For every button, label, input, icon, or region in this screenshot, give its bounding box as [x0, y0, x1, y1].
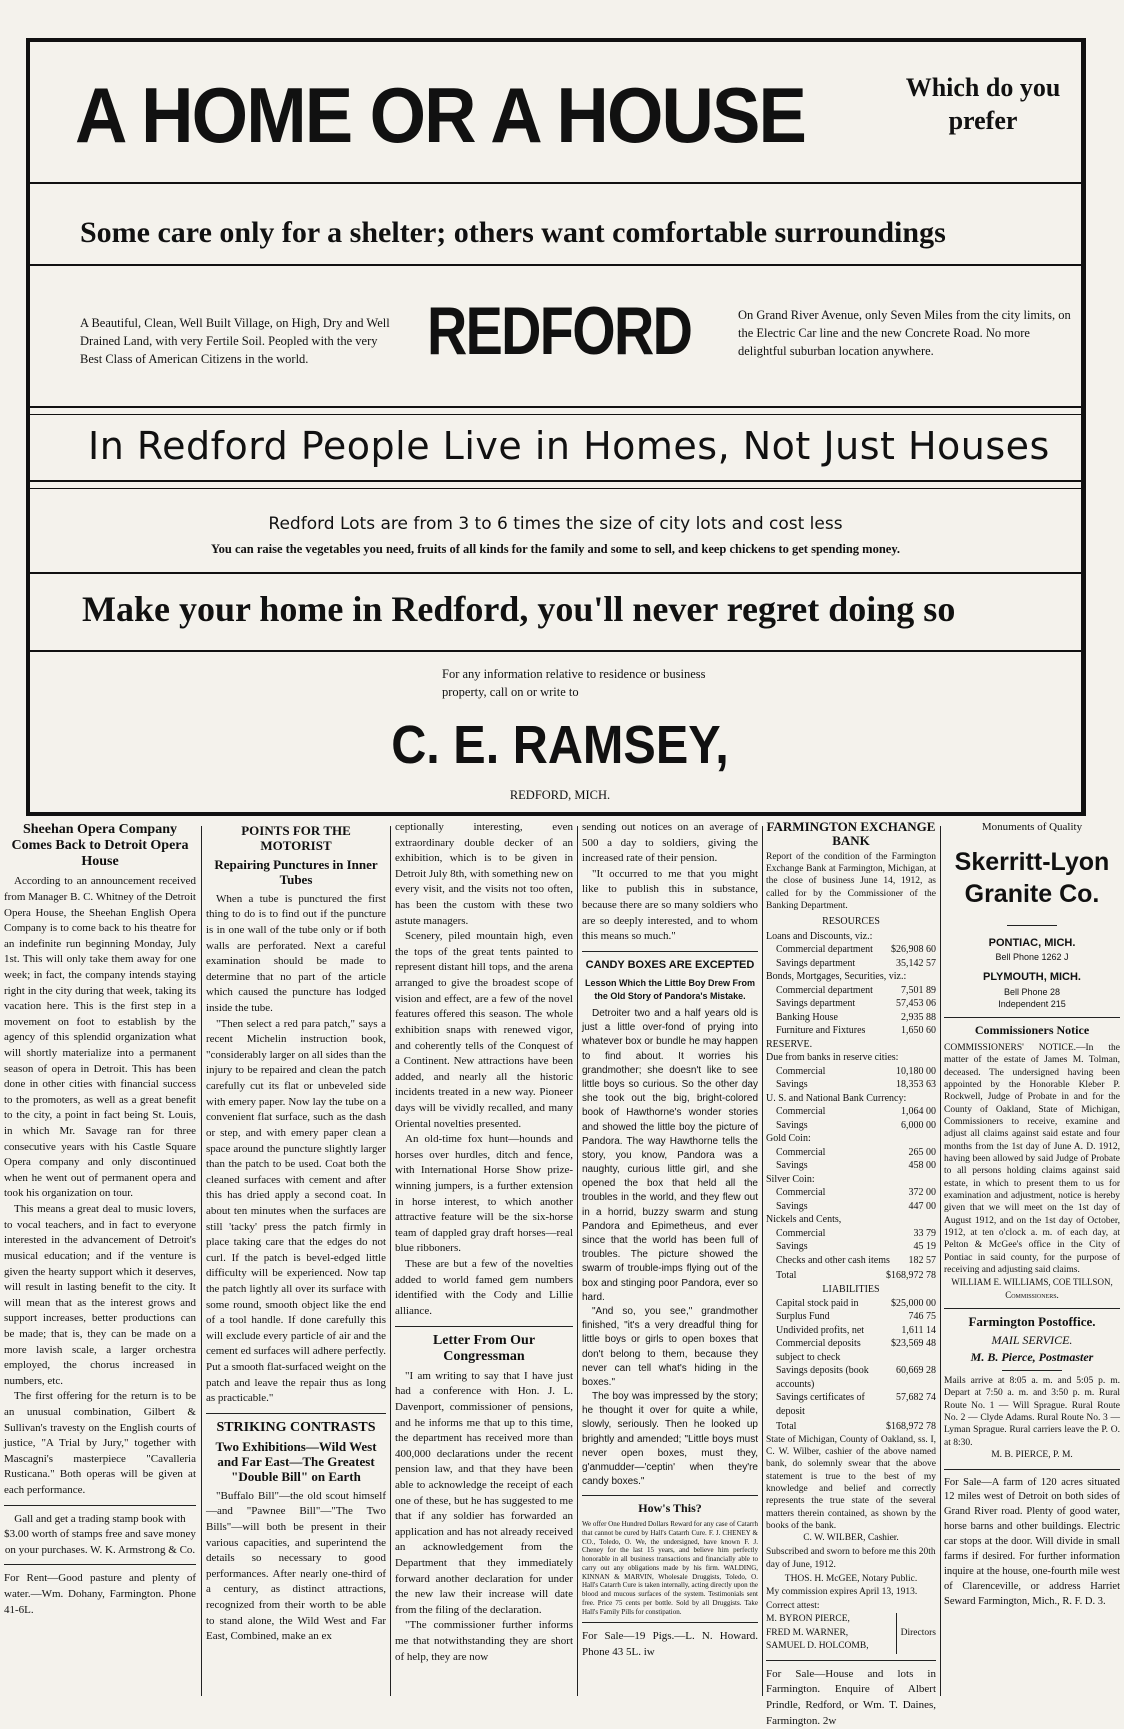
- rent-classified: For Rent—Good pasture and plenty of water.—Wm. Dohany, Farmington. Phone 41-6L.: [4, 1572, 196, 1616]
- bank-row-amount: 1,650 60: [901, 1025, 936, 1036]
- notice-signers: WILLIAM E. WILLIAMS, COE TILLSON, Commissioners.: [951, 1277, 1113, 1301]
- bank-liabilities-label: LIABILITIES: [822, 1283, 880, 1295]
- motorist-body-2: "Then select a red para patch," says a recent Michelin instruction book, "considerably larger on all sides than the injury to be repaired and clean the patch carefully cut its flat or unbeveled side with emery paper. Now lay the tube on a convenient flat surface, such as the dash or step, and with emery paper clean a space around the puncture slightly larger than the patch to be used. Coat both the cleaned surfaces with cement and after this has dried apply a second coat. In about ten minutes when the surfaces are still 'tacky' press the patch firmly in place taking care that the edges do not curl. If the patch is bevel-edged little difficulty will be experienced. Now tap the patch lightly all over its surface with some round, smooth object like the end of a tool handle. If done carefully this will exclude every particle of air and the cement ed surfaces will adhere perfectly. Put a smooth flat-surfaced weight on the patch and leave the repair thus as long as practicable.": [206, 1017, 386, 1405]
- bank-table-row: [766, 1092, 936, 1106]
- bank-total-liabilities: Total $168,972 78: [776, 1421, 936, 1433]
- bank-table-row: [766, 943, 936, 957]
- congressman-body: "I am writing to say that I have just had a conference with Hon. J. L. Davenport, commissioner of pensions, and he informs me that up to this time, the department has received more than 400,000 declarations under the recent pension law, and that they have been able to acknowledge the receipt of each one of these, but he has suggested to me that if any soldier has forwarded an application and has not already received an acknowledgement from the Department that they immediately forward another declaration for under the new law their increase will date from the filing of the declaration.: [395, 1369, 573, 1616]
- bank-row-amount: 18,353 63: [896, 1079, 936, 1090]
- bank-row-label: Savings department: [776, 998, 856, 1009]
- pension-body: sending out notices on an average of 500 a day to soldiers, giving the increased rate of their pension.: [582, 821, 758, 865]
- bank-row-label: Savings deposits (book accounts): [776, 1365, 869, 1390]
- candy-subhead: Lesson Which the Little Boy Drew From the Old Story of Pandora's Mistake.: [584, 978, 755, 1002]
- contrasts-body: "Buffalo Bill"—the old scout himself—and "Pawnee Bill"—"The Two Bills"—will both be present in their various capacities, and superintend the details so necessary to good performances. After nearly one-third of a century, as distinct attractions, recognized from their worth to be able to stand alone, the Wild West and Far East, Combined, make an ex: [206, 1489, 386, 1643]
- bank-row-amount: 35,142 57: [896, 957, 936, 969]
- plymouth-phone-2: Independent 215: [998, 999, 1066, 1010]
- pigs-classified: For Sale—19 Pigs.—L. N. Howard. Phone 43 5L. iw: [582, 1630, 758, 1659]
- exhibition-body-4: These are but a few of the novelties added to world famed gem numbers identified with the Cody and Lillie alliance.: [395, 1258, 573, 1317]
- candy-headline: CANDY BOXES ARE EXCEPTED: [585, 958, 755, 971]
- ad-side-line2: prefer: [948, 105, 1018, 135]
- bank-table-row: [766, 1173, 936, 1187]
- bank-table-row: [766, 1105, 936, 1119]
- house-classified: For Sale—House and lots in Farmington. Enquire of Albert Prindle, Redford, or Wm. T. Daines, Farmington. 2w: [766, 1667, 936, 1727]
- bank-resources-table: [766, 930, 936, 1268]
- bank-table-row: [766, 1240, 936, 1254]
- opera-body-2: This means a great deal to music lovers, to vocal teachers, and in fact to everyone interested in the advancement of Detroit's musical education; and if the venture is given the hearty support which it deserves, will result in lasting benefit to the city. It will mean that as the interest grows and support increases, better productions can be made; that is, they can be made on a more lavish scale, a larger orchestra employed, the chorus increased in numbers, etc.: [4, 1203, 196, 1387]
- bank-row-amount: 182 57: [908, 1254, 936, 1266]
- notice-headline: Commissioners Notice: [974, 1023, 1090, 1038]
- bank-table-row: [766, 1146, 936, 1160]
- bank-table-row: [766, 1065, 936, 1079]
- bank-table-row: [766, 1213, 936, 1227]
- bank-table-row: [766, 1254, 936, 1268]
- bank-row-label: Checks and other cash items: [776, 1254, 890, 1266]
- redford-advertisement: [26, 38, 1086, 816]
- director-name: SAMUEL D. HOLCOMB,: [766, 1641, 869, 1652]
- bank-row-amount: 372 00: [908, 1187, 936, 1198]
- ad-lots-line: Redford Lots are from 3 to 6 times the size of city lots and cost less: [268, 514, 843, 534]
- ad-call-to-action: Make your home in Redford, you'll never regret doing so: [82, 589, 956, 629]
- bank-commission: My commission expires April 13, 1913.: [766, 1587, 918, 1598]
- bank-row-amount: 60,669 28: [896, 1365, 936, 1377]
- bank-row-amount: $23,569 48: [891, 1338, 936, 1350]
- ad-side-line1: Which do you: [905, 73, 1061, 102]
- ad-right-blurb: On Grand River Avenue, only Seven Miles from the city limits, on the Electric Car line and the new Concrete Road. No more delightful suburban location anywhere.: [738, 308, 1071, 359]
- contrasts-subhead: Two Exhibitions—Wild West and Far East—The Greatest "Double Bill" on Earth: [215, 1438, 377, 1484]
- bank-title: FARMINGTON EXCHANGE BANK: [766, 819, 936, 849]
- director-name: FRED M. WARNER,: [766, 1627, 849, 1638]
- bank-table-row: [766, 1038, 936, 1052]
- bank-table-row: [766, 1119, 936, 1133]
- bank-row-label: Savings: [776, 1200, 808, 1212]
- bank-row-label: Commercial deposits subject to check: [776, 1338, 861, 1363]
- opera-body-3: The first offering for the return is to be an unusual combination, Gilbert & Sullivan's travesty on the English courts of justice, "A Trial by Jury," together with Mascagni's masterpiece "Cavalleria Rusticana." Both operas will be given at each performance.: [4, 1390, 196, 1497]
- bank-row-amount: 746 75: [908, 1311, 936, 1323]
- ad-subhead: Some care only for a shelter; others want comfortable surroundings: [80, 216, 946, 249]
- bank-row-amount: 33 79: [913, 1227, 936, 1239]
- ad-left-blurb: A Beautiful, Clean, Well Built Village, on High, Dry and Well Drained Land, with very Fertile Soil. Peopled with the very Best Class of American Citizens in the world.: [80, 316, 390, 367]
- postoffice-headline: Farmington Postoffice.: [968, 1313, 1096, 1329]
- motorist-body: When a tube is punctured the first thing to do is to find out if the puncture is in one wall of the tube only or if both walls are perforated. Next a careful examination should be made to determine that no part of the article which caused the puncture has lodged inside the tube.: [206, 892, 386, 1015]
- bank-notary: THOS. H. McGEE, Notary Public.: [784, 1573, 918, 1584]
- bank-row-label: Savings certificates of deposit: [776, 1392, 865, 1417]
- bank-row-amount: 7,501 89: [901, 984, 936, 996]
- granite-firm-name: Skerritt-Lyon Granite Co.: [954, 847, 1110, 909]
- bank-row-label: Savings: [776, 1160, 808, 1171]
- bank-table-row: [766, 1132, 936, 1146]
- bank-row-amount: 458 00: [908, 1160, 936, 1171]
- catarrh-body: We offer One Hundred Dollars Reward for any case of Catarrh that cannot be cured by Hall's Catarrh Cure. F. J. CHENEY & CO., Toledo, O. We, the undersigned, have known F. J. Cheney for the last 15 years, and believe him perfectly honorable in all business transactions and financially able to carry out any obligations made by his firm. WALDING, KINNAN & MARVIN, Wholesale Druggists, Toledo, O. Hall's Catarrh Cure is taken internally, acting directly upon the blood and mucous surfaces of the system. Testimonials sent free. Price 75 cents per bottle. Sold by all Druggists. Take Hall's Family Pills for constipation.: [582, 1520, 758, 1616]
- bank-row-amount: 265 00: [908, 1146, 936, 1158]
- column-bank: [766, 819, 936, 1727]
- bank-intro: Report of the condition of the Farmington Exchange Bank at Farmington, Michigan, at the close of business June 14, 1912, as called for by the Commissioner of the Banking Department.: [766, 851, 936, 911]
- column-monuments: [944, 820, 1120, 1700]
- pontiac-address: PONTIAC, MICH.: [988, 936, 1076, 949]
- bank-row-label: Commercial department: [776, 984, 873, 996]
- news-columns: [0, 819, 1124, 1727]
- bank-row-amount: 10,180 00: [896, 1065, 936, 1077]
- bank-table-row: [766, 930, 936, 944]
- bank-row-label: Commercial: [776, 1106, 826, 1117]
- plymouth-address: PLYMOUTH, MICH.: [983, 970, 1081, 983]
- column-candy: [582, 820, 758, 1700]
- congressman-body-2: "The commissioner further informs me that notwithstanding they are short of help, they are now: [395, 1619, 573, 1663]
- bank-table-row: [766, 970, 936, 984]
- bank-attest: Correct attest:: [766, 1600, 820, 1611]
- pontiac-phone: Bell Phone 1262 J: [995, 952, 1069, 963]
- notice-body: COMMISSIONERS' NOTICE.—In the matter of the estate of James M. Tolman, deceased. The undersigned having been appointed by the Honorable Kleber P. Rockwell, Judge of Probate in and for the County of Oakland, State of Michigan, Commissioners to receive, examine and adjust all claims against said estate and four months from the 1st day of June A. D. 1912, having been allowed by said Judge of Probate to all persons holding claims against said estate, in which to present them to us for examination and adjustment, notice is hereby given that we will meet on the 1st day of August 1912, and on the 1st day of October, 1912, at ten o'clock a. m. of each day, at Pelton & McGee's office in the City of Pontiac in said county, for the purpose of receiving and adjusting said claims.: [944, 1042, 1120, 1276]
- stamp-ad: Gall and get a trading stamp book with $3.00 worth of stamps free and save money on your purchases. W. K. Armstrong & Co.: [4, 1512, 196, 1556]
- postoffice-body: Mails arrive at 8:05 a. m. and 5:05 p. m. Depart at 7:50 a. m. and 3:50 p. m. Rural Route No. 1 — Will Sprague. Rural Route No. 2 — Clyde Adams. Rural Route No. 3 — Lyman Sprague. Rural carriers leave the P. O. at 8:30.: [944, 1375, 1120, 1448]
- bank-row-amount: 57,682 74: [896, 1392, 936, 1404]
- director-name: M. BYRON PIERCE,: [766, 1614, 850, 1625]
- bank-row-amount: 2,935 88: [901, 1011, 936, 1023]
- bank-table-row: [766, 1024, 936, 1038]
- monuments-title: Monuments of Quality: [981, 821, 1083, 833]
- bank-table-row: [766, 1200, 936, 1214]
- motorist-headline: POINTS FOR THE MOTORIST: [241, 823, 351, 853]
- bank-row-label: Savings department: [776, 957, 856, 969]
- bank-row-label: Capital stock paid in: [776, 1297, 859, 1309]
- candy-body-3: The boy was impressed by the story; he thought it over for quite a while, slowly, seriously. Then he looked up brightly and amended; "Little boys must never open boxes, must they, g'anmudder—'ceptin' when they're candy boxes.": [582, 1391, 758, 1488]
- bank-table-row: [766, 1364, 936, 1391]
- postoffice-subhead: MAIL SERVICE.: [991, 1332, 1073, 1347]
- postmaster-sign: M. B. PIERCE, P. M.: [991, 1450, 1073, 1461]
- bank-row-label: Silver Coin:: [766, 1173, 815, 1185]
- farm-classified: For Sale—A farm of 120 acres situated 12 miles west of Detroit on both sides of Grand River road. Plenty of good water, horse barns and other buildings. Electric car stops at the door. Will divide in small farms if desired. For further information inquire at the house, one-fourth mile west of Clarenceville, or address Harriet Seward Farmington, Mich., R. F. D. 3.: [944, 1476, 1120, 1607]
- bank-row-label: Commercial: [776, 1187, 826, 1198]
- ad-lots-subline: You can raise the vegetables you need, fruits of all kinds for the family and some to sell, and keep chickens to get spending money.: [210, 542, 901, 556]
- congressman-headline: Letter From Our Congressman: [432, 1332, 536, 1364]
- bank-table-row: [766, 957, 936, 971]
- bank-table-row: [766, 1391, 936, 1418]
- bank-table-row: [766, 997, 936, 1011]
- bank-row-amount: 6,000 00: [901, 1119, 936, 1131]
- bank-row-label: Due from banks in reserve cities:: [766, 1052, 899, 1063]
- bank-row-amount: 57,453 06: [896, 998, 936, 1009]
- bank-row-label: Loans and Discounts, viz.:: [766, 930, 873, 942]
- bank-row-label: Savings: [776, 1241, 808, 1252]
- motorist-subhead: Repairing Punctures in Inner Tubes: [214, 856, 378, 887]
- bank-total-resources: Total $168,972 78: [776, 1270, 936, 1281]
- opera-body: According to an announcement received from Manager B. C. Whitney of the Detroit Opera House, the Sheehan English Opera Company is to come back to his theatre for an indefinite run beginning Monday, July 1st. This will only take them away for one week; in fact, the company intends staying right in the city during that week, taking its vacation here. This is the first step in a movement on foot to establish by the agency of this splendid organization what will shortly materialize into a permanent season of opera in Detroit. This has been done in other cities with financial success to the promoters, as well as a great benefit to the city, a point in fact being St. Louis, in which Mr. Savage ran for three consecutive years with his Castle Square Opera company and only discontinued when he went out of permanent opera and took his organization on tour.: [4, 875, 196, 1200]
- bank-row-label: RESERVE.: [766, 1038, 813, 1050]
- bank-row-label: Undivided profits, net: [776, 1324, 865, 1336]
- ad-agent-name: C. E. RAMSEY,: [391, 715, 729, 775]
- bank-row-label: Nickels and Cents,: [766, 1214, 842, 1225]
- ad-slogan: In Redford People Live in Homes, Not Just Houses: [88, 424, 1050, 468]
- bank-liabilities-table: [766, 1297, 936, 1419]
- bank-row-amount: 1,064 00: [901, 1106, 936, 1117]
- bank-row-label: Commercial: [776, 1146, 826, 1158]
- plymouth-phone: Bell Phone 28: [1003, 986, 1061, 997]
- bank-row-amount: 447 00: [908, 1200, 936, 1212]
- ad-side-question: [888, 72, 1078, 137]
- bank-table-row: [766, 1186, 936, 1200]
- bank-resources-label: RESOURCES: [822, 916, 880, 928]
- bank-table-row: [766, 1324, 936, 1338]
- contrasts-headline: STRIKING CONTRASTS: [216, 1419, 376, 1435]
- bank-row-label: Commercial department: [776, 944, 873, 955]
- bank-table-row: [766, 1310, 936, 1324]
- catarrh-headline: How's This?: [638, 1501, 702, 1516]
- bank-table-row: [766, 1159, 936, 1173]
- bank-table-row: [766, 1227, 936, 1241]
- ad-contact-intro: For any information relative to residence or business property, call on or write to: [442, 667, 706, 699]
- exhibition-body: ceptionally interesting, even extraordinary double decker of an exhibition, which is to be given in Detroit July 8th, with something new on every visit, and the visits not too often, has been the custom with these two astute managers.: [395, 821, 573, 927]
- exhibition-body-2: Scenery, piled mountain high, even the tops of the great tents painted to represent distant hill tops, and the arena arranged to give the broadest scope of vision and effect, are a few of the novel features offered this season. The whole exhibition snaps with renewed vigor, and coherently tells of the Conquest of a Continent. New attractions have been added, and nearly all the historic incidents treated in a new way. Pioneer days will be vividly recalled, and many Oriental novelties presented.: [395, 930, 573, 1130]
- opera-headline: Sheehan Opera Company Comes Back to Detroit Opera House: [11, 822, 189, 870]
- bank-row-label: Surplus Fund: [776, 1311, 830, 1323]
- ad-town-name: REDFORD: [427, 293, 692, 369]
- column-motorist: [206, 820, 386, 1700]
- bank-oath: State of Michigan, County of Oakland, ss. I, C. W. Wilber, cashier of the above named bank, do solemnly swear that the above statement is true to the best of my knowledge and belief and correctly represents the true state of the several matters therein contained, as shown by the books of the bank.: [766, 1434, 936, 1532]
- bank-table-row: [766, 1011, 936, 1025]
- bank-subscribed: Subscribed and sworn to before me this 20th day of June, 1912.: [766, 1546, 936, 1571]
- bank-row-label: Savings: [776, 1119, 808, 1131]
- bank-row-label: Commercial: [776, 1227, 826, 1239]
- pension-body-2: "It occurred to me that you might like to publish this in substance, because there are so many soldiers who are so deeply interested, and to whom this means so much.": [582, 867, 758, 943]
- bank-row-amount: $26,908 60: [891, 944, 936, 955]
- postmaster-line: M. B. Pierce, Postmaster: [970, 1349, 1094, 1364]
- bank-table-row: [766, 1078, 936, 1092]
- bank-table-row: [766, 1337, 936, 1364]
- candy-body-2: "And so, you see," grandmother finished, "it's a very dreadful thing for little boys or girls to open boxes that don't belong to them, because they never can tell what's hiding in the boxes.": [582, 1305, 758, 1388]
- bank-row-label: Bonds, Mortgages, Securities, viz.:: [766, 971, 907, 982]
- bank-row-label: Savings: [776, 1079, 808, 1090]
- bank-table-row: [766, 1297, 936, 1311]
- directors-label: Directors: [900, 1627, 936, 1638]
- exhibition-body-3: An old-time fox hunt—hounds and horses over hurdles, ditch and fence, with International Horse Show prize-winning jumpers, is a further extension in horse interest, to which another attractive feature will be the six-horse team of dappled gray draft horses—real blue ribboners.: [395, 1133, 573, 1255]
- bank-row-label: Banking House: [776, 1011, 838, 1023]
- column-exhibition: [395, 820, 573, 1700]
- bank-table-row: [766, 984, 936, 998]
- candy-body: Detroiter two and a half years old is just a little over-fond of prying into whatever box or bundle he may happen to find about. It worries his grandmother; she doesn't like to see little boys so curious. So the other day she took out the big, bright-colored book of Hawthorne's wonder stories and showed the little boy the picture of Pandora. The way Hawthorne tells the story, you know, Pandora was a naughty, curious little girl, and she opened the box that held all the troubles in the world, and they flew out in a horrid, buzzy swarm and stung Pandora and Epimetheus, and ever since that the world has been full of troubles. The picture showed the swarm of trouble-imps flying out of the box and stinging poor Pandora, ever so hard.: [582, 1008, 758, 1303]
- bank-table-row: [766, 1051, 936, 1065]
- bank-cashier: C. W. WILBER, Cashier.: [803, 1533, 899, 1544]
- bank-row-label: Gold Coin:: [766, 1133, 811, 1144]
- bank-row-amount: 45 19: [913, 1241, 936, 1252]
- column-opera: [4, 820, 196, 1700]
- bank-row-label: Furniture and Fixtures: [776, 1025, 866, 1036]
- bank-row-label: Commercial: [776, 1065, 826, 1077]
- bank-row-amount: $25,000 00: [891, 1297, 936, 1309]
- ad-headline: A HOME OR A HOUSE: [75, 71, 806, 159]
- bank-directors: [766, 1613, 936, 1653]
- bank-row-label: U. S. and National Bank Currency:: [766, 1092, 907, 1104]
- ad-agent-place: REDFORD, MICH.: [509, 788, 611, 802]
- bank-row-amount: 1,611 14: [901, 1324, 936, 1336]
